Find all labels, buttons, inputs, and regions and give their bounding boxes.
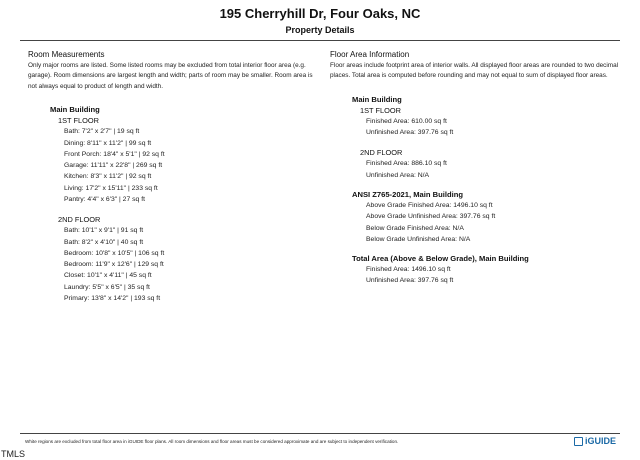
header-divider [20, 40, 620, 41]
room-item: Bath: 7'2" x 2'7" | 19 sq ft [64, 128, 140, 136]
floor-area-note: Floor areas include footprint area of interior walls. All displayed floor areas are rounded to two decimal places. Total area is computed before rounding and may not equal to sum of displayed floor areas. [330, 62, 619, 80]
area-item: Below Grade Finished Area: N/A [366, 224, 464, 232]
room-measurements-section [28, 50, 318, 304]
room-item: Pantry: 4'4" x 6'3" | 27 sq ft [64, 196, 145, 203]
area-item: Finished Area: 1496.10 sq ft [366, 266, 451, 274]
right-building-label: Main Building [352, 94, 402, 104]
page-title: 195 Cherryhill Dr, Four Oaks, NC [219, 6, 421, 21]
room-item: Dining: 8'11" x 11'2" | 99 sq ft [64, 139, 152, 147]
total-area-label: Total Area (Above & Below Grade), Main Building [352, 254, 529, 264]
area-item: Unfinished Area: 397.76 sq ft [366, 277, 454, 285]
area-item: Below Grade Unfinished Area: N/A [366, 235, 471, 243]
room-item: Bedroom: 11'9" x 12'6" | 129 sq ft [64, 261, 164, 269]
area-item: Above Grade Finished Area: 1496.10 sq ft [366, 202, 493, 209]
room-item: Laundry: 5'5" x 6'5" | 35 sq ft [64, 283, 150, 291]
left-floor2-label: 2ND FLOOR [58, 215, 101, 225]
right-floor2-label: 2ND FLOOR [360, 148, 403, 158]
room-item: Bath: 10'1" x 9'1" | 91 sq ft [64, 227, 144, 235]
room-measurements-note: Only major rooms are listed. Some listed rooms may be excluded from total interior floor area (e.g. garage). Room dimensions are largest length and width; parts of room may be smaller. Room area is not always equal to product of length and width. [28, 62, 313, 90]
room-item: Primary: 13'8" x 14'2" | 193 sq ft [64, 295, 161, 303]
footer-disclaimer: White regions are excluded from total floor area in iGUIDE floor plans. All room dimensions and floor areas must be considered approximate and are subject to independent verification. [25, 439, 399, 444]
room-item: Bath: 8'2" x 4'10" | 40 sq ft [64, 238, 144, 246]
room-measurements-heading: Room Measurements [28, 50, 105, 59]
area-item: Unfinished Area: N/A [366, 171, 430, 179]
room-item: Bedroom: 10'8" x 10'5" | 106 sq ft [64, 249, 165, 257]
mls-watermark: TMLS [1, 449, 26, 459]
ansi-label: ANSI Z765-2021, Main Building [352, 190, 463, 199]
room-item: Kitchen: 8'3" x 11'2" | 92 sq ft [64, 173, 152, 181]
room-item: Closet: 10'1" x 4'11" | 45 sq ft [64, 272, 152, 280]
area-item: Unfinished Area: 397.76 sq ft [366, 129, 454, 137]
area-item: Finished Area: 886.10 sq ft [366, 160, 447, 168]
iguide-logo-icon [574, 437, 583, 446]
page-subtitle: Property Details [285, 25, 355, 35]
iguide-logo-text: iGUIDE [584, 436, 616, 446]
area-item: Finished Area: 610.00 sq ft [366, 117, 447, 125]
room-item: Garage: 11'11" x 22'8" | 269 sq ft [64, 162, 163, 170]
left-building-label: Main Building [50, 105, 100, 115]
room-item: Living: 17'2" x 15'11" | 233 sq ft [64, 184, 158, 192]
floor-area-section [330, 50, 620, 287]
area-item: Above Grade Unfinished Area: 397.76 sq ft [366, 213, 496, 221]
iguide-logo [574, 436, 616, 446]
right-floor1-label: 1ST FLOOR [360, 105, 401, 115]
room-item: Front Porch: 18'4" x 5'1" | 92 sq ft [64, 150, 165, 158]
floor-area-heading: Floor Area Information [330, 50, 410, 59]
left-floor1-label: 1ST FLOOR [58, 116, 99, 126]
footer-divider [20, 433, 620, 434]
